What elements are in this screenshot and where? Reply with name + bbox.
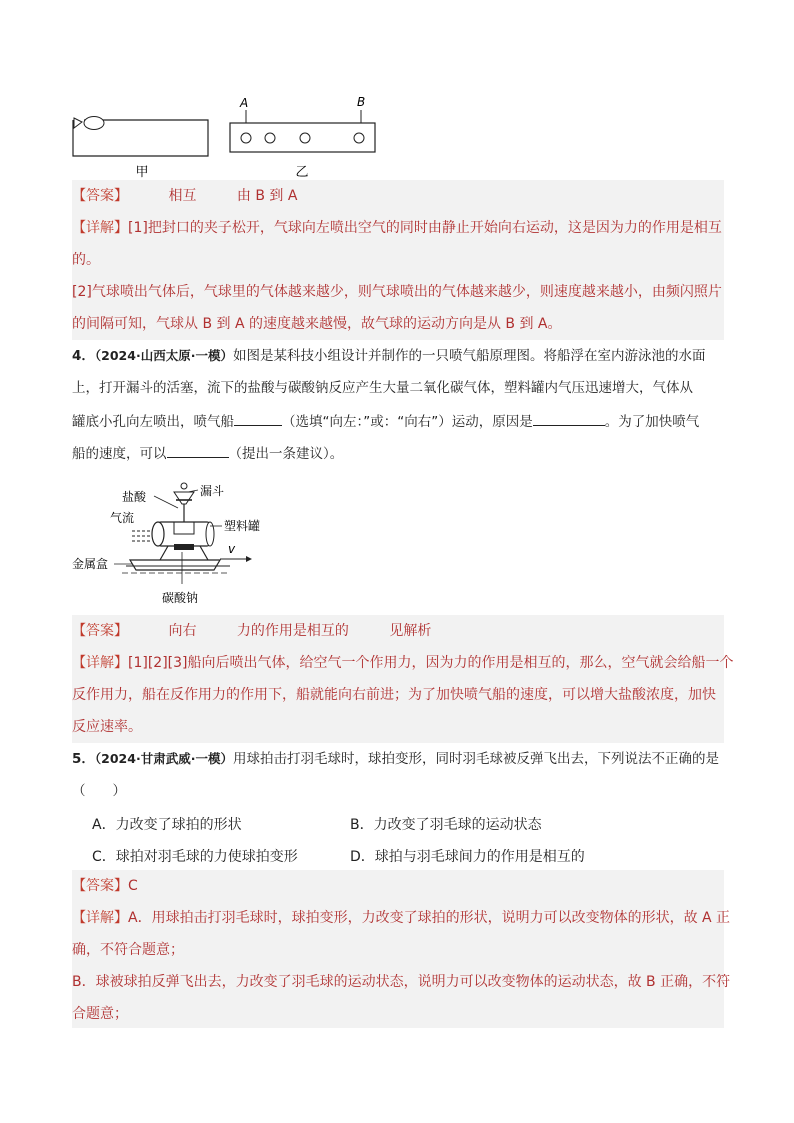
q5-option-b[interactable]: B．力改变了羽毛球的运动状态 [350, 817, 542, 833]
q5-detail-2: 确，不符合题意； [72, 942, 184, 958]
q3-answer-2: 由 B 到 A [236, 188, 298, 204]
figure-label-can: 塑料罐 [224, 519, 261, 533]
q5-answer-line [72, 877, 724, 895]
figure-label-yi: 乙 [295, 165, 309, 180]
q5-option-c[interactable]: C．球拍对羽毛球的力使球拍变形 [92, 849, 298, 865]
q4-detail-label: 【详解】 [72, 655, 128, 671]
q5-detail-line-1 [72, 909, 731, 927]
q5-answer: C [128, 878, 138, 894]
q3-detail-2b: 的间隔可知，气球从 B 到 A 的速度越来越慢，故气球的运动方向是从 B 到 A。 [72, 316, 562, 332]
q4-detail-1: [1][2][3]船向后喷出气体，给空气一个作用力，因为力的作用是相互的，那么，空气就会给船一个 [128, 655, 734, 671]
q4-answer-label: 【答案】 [72, 623, 128, 639]
figure-label-a: A [240, 96, 249, 110]
q3-answer-label: 【答案】 [72, 188, 128, 204]
figure-label-b: B [357, 95, 366, 109]
q4-line-3 [72, 411, 724, 431]
q4-detail-2: 反作用力，船在反作用力的作用下，船就能向右前进；为了加快喷气船的速度，可以增大盐酸浓度，加快 [72, 687, 716, 703]
q4-blank-1[interactable] [234, 411, 282, 426]
q3-detail-1b: 的。 [72, 252, 100, 268]
q5-text-2: （ ） [72, 783, 126, 799]
q5-line-1 [72, 750, 724, 768]
q4-line-4 [72, 443, 724, 463]
q4-text-4a: 船的速度，可以 [72, 446, 167, 462]
q3-detail-label: 【详解】 [72, 220, 128, 236]
figure-label-soda: 碳酸钠 [162, 591, 199, 605]
figure-yi [230, 95, 375, 180]
q4-text-3c: 。为了加快喷气 [604, 414, 700, 430]
q5-detail-4: 合题意； [72, 1006, 128, 1022]
figure-label-airflow: 气流 [110, 511, 135, 525]
figure-label-funnel: 漏斗 [200, 484, 225, 498]
q4-answer-3: 见解析 [389, 623, 432, 639]
q4-line-1 [72, 347, 724, 365]
figure-label-acid: 盐酸 [122, 490, 147, 504]
q5-source: （2024·甘肃武威·一模） [94, 751, 233, 766]
q4-answer-line [72, 622, 724, 640]
q4-blank-2[interactable] [533, 411, 605, 426]
figure-jia [73, 117, 208, 181]
figure-label-jia: 甲 [135, 165, 149, 180]
q5-detail-label: 【详解】 [72, 910, 128, 926]
q4-detail-line-1 [72, 654, 734, 672]
q4-text-4b: （提出一条建议）。 [228, 446, 344, 462]
q4-text-3b: （选填“向左：”或：“向右”）运动，原因是 [282, 414, 533, 430]
q4-text-2: 上，打开漏斗的活塞，流下的盐酸与碳酸钠反应产生大量二氧化碳气体，塑料罐内气压迅速增大，气体从 [72, 380, 693, 396]
q5-option-a[interactable]: A．力改变了球拍的形状 [92, 817, 242, 833]
q4-answer-2: 力的作用是相互的 [236, 623, 349, 639]
q5-answer-label: 【答案】 [72, 878, 128, 894]
q4-detail-3: 反应速率。 [72, 719, 142, 735]
q4-answer-1: 向右 [168, 623, 197, 639]
q3-answer-1: 相互 [168, 188, 197, 204]
q4-text-1: 如图是某科技小组设计并制作的一只喷气船原理图。将船浮在室内游泳池的水面 [232, 348, 706, 364]
q3-detail-2a: [2]气球喷出气体后，气球里的气体越来越少，则气球喷出的气体越来越少，则速度越来越小，由频闪照片 [72, 284, 722, 300]
figure-jet-boat [70, 478, 270, 608]
q5-text-1: 用球拍击打羽毛球时，球拍变形，同时羽毛球被反弹飞出去，下列说法不正确的是 [232, 751, 719, 767]
q5-number: 5． [72, 751, 95, 767]
q3-detail-line-1 [72, 219, 724, 237]
q3-detail-1a: [1]把封口的夹子松开，气球向左喷出空气的同时由静止开始向右运动，这是因为力的作用是相互 [128, 220, 722, 236]
q4-blank-3[interactable] [167, 443, 229, 458]
q5-detail-3: B．球被球拍反弹飞出去，力改变了羽毛球的运动状态，说明力可以改变物体的运动状态，故 B 正确，不符 [72, 974, 731, 990]
figure-balloon-diagram [60, 92, 390, 180]
q4-source: （2024·山西太原·一模） [94, 348, 233, 363]
q4-number: 4． [72, 348, 95, 364]
q4-text-3a: 罐底小孔向左喷出，喷气船 [72, 414, 234, 430]
q5-option-d[interactable]: D．球拍与羽毛球间力的作用是相互的 [350, 849, 585, 865]
q3-answer-line [72, 187, 724, 205]
figure-label-v: v [228, 542, 236, 556]
figure-label-box: 金属盒 [72, 557, 109, 571]
q5-detail-1: A．用球拍击打羽毛球时，球拍变形，力改变了球拍的形状，说明力可以改变物体的形状，故 A 正 [128, 910, 731, 926]
